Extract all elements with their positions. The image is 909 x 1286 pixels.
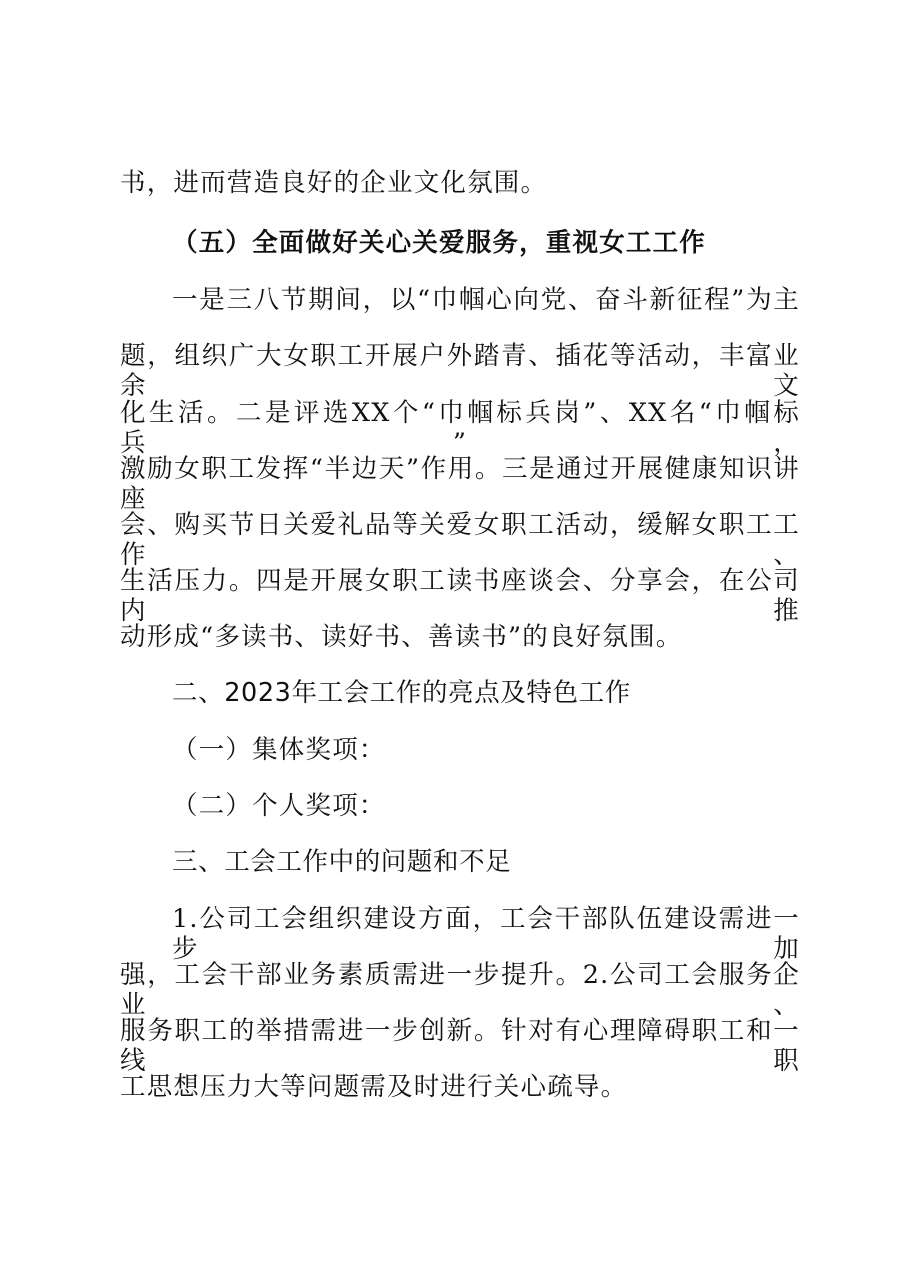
chapter-heading-3: 三、工会工作中的问题和不足 — [172, 847, 512, 877]
paragraph-line: 1.公司工会组织建设方面，工会干部队伍建设需进一步加 — [172, 904, 800, 964]
chapter-heading-2: 二、2023年工会工作的亮点及特色工作 — [172, 678, 631, 708]
subsection-heading-collective-awards: （一）集体奖项： — [172, 735, 386, 765]
paragraph-line: 会、购买节日关爱礼品等关爱女职工活动，缓解女职工工作、 — [120, 510, 800, 570]
paragraph-line: 强，工会干部业务素质需进一步提升。2.公司工会服务企业、 — [120, 960, 800, 1020]
section-heading-5: （五）全面做好关心关爱服务，重视女工工作 — [172, 228, 707, 258]
subsection-heading-individual-awards: （二）个人奖项： — [172, 791, 386, 821]
paragraph-line: 一是三八节期间，以“巾帼心向党、奋斗新征程”为主 — [172, 285, 800, 315]
paragraph-line: 化生活。二是评选XX个“巾帼标兵岗”、XX名“巾帼标兵”， — [120, 398, 800, 458]
paragraph-line: 生活压力。四是开展女职工读书座谈会、分享会，在公司内推 — [120, 566, 800, 626]
paragraph-line: 服务职工的举措需进一步创新。针对有心理障碍职工和一线职 — [120, 1016, 800, 1076]
paragraph-line: 激励女职工发挥“半边天”作用。三是通过开展健康知识讲座 — [120, 454, 800, 514]
paragraph-line: 动形成“多读书、读好书、善读书”的良好氛围。 — [120, 622, 683, 652]
paragraph-line: 书，进而营造良好的企业文化氛围。 — [120, 168, 548, 198]
paragraph-line: 工思想压力大等问题需及时进行关心疏导。 — [120, 1072, 628, 1102]
paragraph-line: 题，组织广大女职工开展户外踏青、插花等活动，丰富业余文 — [120, 341, 800, 401]
